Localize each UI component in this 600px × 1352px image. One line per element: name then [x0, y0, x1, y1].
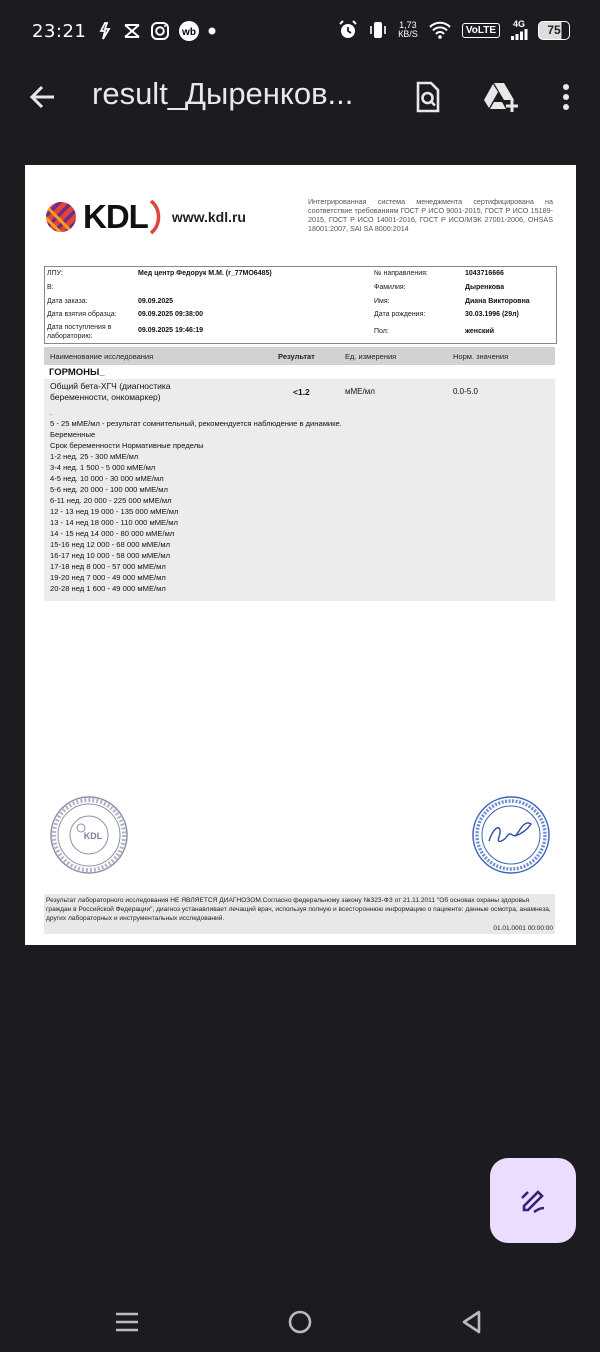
search-in-document-button[interactable]	[411, 80, 445, 114]
activity-icon	[94, 21, 114, 41]
test-name: Общий бета-ХГЧ (диагностика беременности, онкомаркер)	[50, 381, 171, 402]
patient-info-box	[44, 266, 557, 344]
kdl-brand: KDL	[83, 198, 148, 235]
website-link: www.kdl.ru	[171, 209, 246, 225]
add-to-drive-button[interactable]	[484, 80, 518, 114]
note-line: Беременные	[50, 430, 96, 439]
app-bar	[0, 64, 600, 130]
test-result: <1.2	[293, 387, 310, 397]
note-line: 15-16 нед 12 000 - 68 000 мМЕ/мл	[50, 540, 171, 549]
test-norm: 0.0-5.0	[453, 387, 478, 396]
note-line: 1-2 нед. 25 - 300 мМЕ/мл	[50, 452, 139, 461]
home-circle-icon	[286, 1308, 314, 1336]
signal-icon: 4G	[510, 20, 528, 40]
kdl-logo-icon	[45, 201, 77, 233]
disclaimer-footer	[44, 894, 555, 934]
order-date-value: 09.09.2025	[138, 298, 174, 305]
document-title: result_Дыренков...	[92, 76, 354, 111]
lab-date-value: 09.09.2025 19:46:19	[138, 327, 203, 334]
certification-text: Интегрированная система менеджмента сертифицирована на соответствие требованиям ГОСТ Р ИСО 9001-2015, ГОСТ Р ИСО 15189-2015, ГОСТ Р ИСО 14001-2016, ГОСТ Р ИСО/МЭК 27001-2006, OHSAS 18001:2007, SAI SA 8000:2014	[308, 197, 553, 233]
note-line: 4-5 нед. 10 000 - 30 000 мМЕ/мл	[50, 474, 164, 483]
note-line: 5 - 25 мМЕ/мл - результат сомнительный, рекомендуется наблюдение в динамике.	[50, 419, 342, 428]
lpu-label: ЛПУ:	[47, 270, 63, 277]
header-name: Наименование исследования	[50, 352, 154, 361]
pen-scribble-icon	[516, 1184, 550, 1218]
note-line: 6-11 нед. 20 000 - 225 000 мМЕ/мл	[50, 496, 172, 505]
surname-value: Дыренкова	[465, 284, 505, 291]
footer-code: 01.01.0001 00:00:00	[493, 925, 553, 932]
svg-text:wb: wb	[182, 27, 197, 38]
notification-dot-icon	[208, 27, 216, 35]
section-title: ГОРМОНЫ_	[49, 367, 105, 378]
capcut-icon	[122, 21, 142, 41]
note-line: 19-20 нед 7 000 - 49 000 мМЕ/мл	[50, 573, 166, 582]
status-time: 23:21	[32, 20, 87, 42]
note-line: 20-28 нед 1 600 - 49 000 мМЕ/мл	[50, 584, 166, 593]
v-label: В:	[47, 284, 54, 291]
note-line: 13 - 14 нед 18 000 - 110 000 мМЕ/мл	[50, 518, 178, 527]
document-search-icon	[411, 80, 445, 114]
birth-label: Дата рождения:	[374, 311, 426, 318]
sample-date-label: Дата взятия образца:	[47, 311, 117, 318]
results-table-header	[44, 347, 555, 365]
pdf-page[interactable]	[25, 165, 576, 945]
volte-badge: VoLTE	[462, 23, 500, 38]
note-line: .	[50, 408, 53, 417]
header-unit: Ед. измерения	[345, 352, 397, 361]
note-line: Срок беременности Нормативные пределы	[50, 441, 204, 450]
more-options-button[interactable]	[552, 80, 580, 114]
sex-label: Пол:	[374, 328, 389, 335]
result-row	[44, 379, 555, 601]
battery-indicator: 75	[538, 21, 570, 40]
arrow-left-icon	[28, 82, 58, 112]
referral-value: 1043716666	[465, 270, 504, 277]
vibrate-icon	[368, 20, 388, 40]
system-nav-bar	[0, 1290, 600, 1352]
referral-label: № направления:	[374, 270, 428, 277]
note-line: 16-17 нед 10 000 - 58 000 мМЕ/мл	[50, 551, 171, 560]
birth-value: 30.03.1996 (29л)	[465, 311, 519, 318]
note-line: 14 - 15 нед 14 000 - 80 000 мМЕ/мл	[50, 529, 175, 538]
triangle-back-icon	[458, 1308, 486, 1336]
name-value: Диана Викторовна	[465, 298, 530, 305]
nav-back-button[interactable]	[458, 1308, 486, 1336]
header-norm: Норм. значения	[453, 352, 509, 361]
note-line: 17-18 нед 8 000 - 57 000 мМЕ/мл	[50, 562, 166, 571]
test-unit: мМЕ/мл	[345, 387, 375, 396]
sex-value: женский	[465, 328, 494, 335]
note-line: 5-6 нед. 20 000 - 100 000 мМЕ/мл	[50, 485, 168, 494]
lpu-value: Мед центр Федорук М.М. (r_77МО6485)	[138, 270, 272, 277]
note-line: 3-4 нед. 1 500 - 5 000 мМЕ/мл	[50, 463, 156, 472]
name-label: Имя:	[374, 298, 390, 305]
order-date-label: Дата заказа:	[47, 298, 88, 305]
more-vert-icon	[552, 80, 580, 114]
lab-date-label: Дата поступления в лабораторию:	[47, 324, 112, 340]
test-notes	[50, 407, 550, 594]
back-button[interactable]	[28, 82, 58, 112]
note-line: 12 - 13 нед 19 000 - 135 000 мМЕ/мл	[50, 507, 179, 516]
signature-stamp-icon	[471, 795, 551, 875]
recents-button[interactable]	[113, 1308, 141, 1336]
edit-annotate-button[interactable]	[490, 1158, 576, 1243]
lab-stamp	[49, 795, 129, 875]
wb-app-icon	[178, 20, 200, 42]
home-button[interactable]	[286, 1308, 314, 1336]
surname-label: Фамилия:	[374, 284, 406, 291]
signature-stamp	[471, 795, 551, 875]
drive-add-icon	[484, 80, 520, 114]
header-result: Результат	[278, 352, 315, 361]
instagram-icon	[150, 21, 170, 41]
lab-stamp-icon	[49, 795, 129, 875]
menu-icon	[113, 1308, 141, 1336]
sample-date-value: 09.09.2025 09:38:00	[138, 311, 203, 318]
status-bar	[0, 0, 600, 64]
kdl-logo	[45, 198, 246, 236]
stamp-brand-text: KDL	[83, 831, 103, 841]
kdl-chevron-icon	[148, 199, 164, 235]
wifi-icon	[428, 20, 452, 40]
alarm-icon	[338, 20, 358, 40]
disclaimer-text: Результат лабораторного исследования НЕ ЯВЛЯЕТСЯ ДИАГНОЗОМ.Согласно федеральному закону №323-ФЗ от 21.11.2011 "Об основах охраны здоровья граждан в Российской Федерации", диагноз устанавливает лечащий врач, используя полную и всестороннюю информацию о пациенте: данные осмотра, анамнеза, других лабораторных и инструментальных исследований.	[46, 897, 551, 922]
network-speed: 1,73 КВ/S	[398, 20, 418, 39]
